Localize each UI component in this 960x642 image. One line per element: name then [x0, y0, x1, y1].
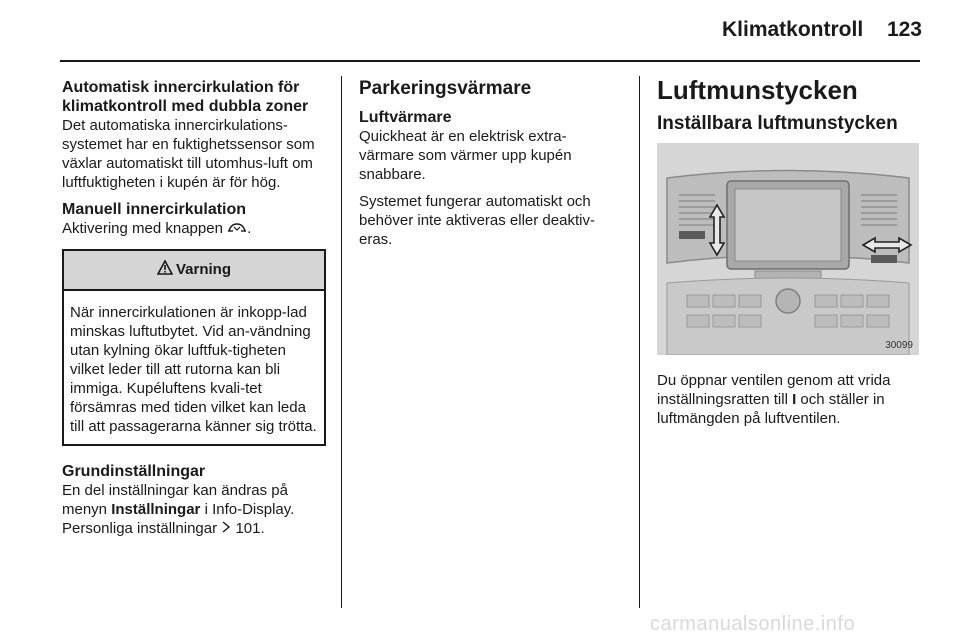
air-heater-para-2: Systemet fungerar automatiskt och behöver inte aktiveras eller deaktiv-eras.: [359, 193, 595, 248]
manual-recirc-body: [62, 219, 324, 239]
warning-title: Varning: [175, 261, 231, 279]
manual-recirc-heading: Manuell innercirkulation: [62, 201, 247, 218]
header-rule: [60, 60, 920, 62]
page-reference: 101.: [235, 519, 265, 537]
page-header-title: Klimatkontroll: [722, 18, 864, 41]
column-middle: [359, 78, 621, 249]
figure-code: 30099: [885, 340, 913, 351]
vents-caption: [657, 371, 923, 428]
air-heater-para-1: Quickheat är en elektrisk extra-värmare som värmer upp kupén snabbare.: [359, 128, 572, 183]
column-divider-left: [341, 76, 342, 608]
manual-recirc-suffix: .: [247, 220, 252, 237]
dashboard-vents-illustration: [657, 143, 919, 355]
warning-header: [64, 251, 324, 291]
basic-settings-text-3: Personliga inställningar: [62, 519, 218, 537]
open-position-symbol: I: [792, 391, 797, 408]
auto-recirc-body: Det automatiska innercirkulations-systemet har en fuktighetssensor som växlar automatiskt till utomhus-luft om luftfuktigheten i kupén är för hög.: [62, 117, 315, 191]
auto-recirc-heading: Automatisk innercirkulation för klimatkontroll med dubbla zoner: [62, 79, 309, 115]
settings-menu-name: Inställningar: [111, 500, 201, 518]
vents-caption-text-2: och ställer in luftmängden på luftventilen.: [657, 391, 885, 427]
air-vents-heading: Luftmunstycken: [657, 75, 858, 105]
parking-heater-heading: Parkeringsvärmare: [359, 78, 532, 99]
recirculation-icon: [227, 220, 247, 239]
basic-settings-text-2: i Info-Display.: [204, 500, 295, 518]
adjustable-vents-subheading: Inställbara luftmunstycken: [657, 113, 898, 134]
basic-settings-body: [62, 481, 324, 539]
warning-body: När innercirkulationen är inkopp-lad minskas luftutbytet. Vid an-vändning utan kylning ökar luftfuk-tigheten vilket leder till att rutorna kan bli immiga. Kupéluftens kvali-tet försämras med tiden vilket kan leda till att passagerarna känner sig trötta.: [70, 303, 317, 435]
watermark: carmanualsonline.info: [650, 613, 856, 635]
warning-triangle-icon: [157, 260, 173, 279]
column-right: [657, 75, 923, 428]
column-divider-right: [639, 76, 640, 608]
page-number: 123: [886, 18, 922, 41]
air-heater-subheading: Luftvärmare: [359, 109, 452, 126]
page-reference-icon: [221, 519, 231, 538]
basic-settings-heading: Grundinställningar: [62, 462, 206, 480]
manual-recirc-prefix: Aktivering med knappen: [62, 220, 223, 237]
basic-settings-text-1: En del inställningar kan ändras på menyn: [62, 481, 288, 518]
warning-box: [62, 249, 326, 446]
column-left: [62, 78, 324, 538]
vents-caption-text-1: Du öppnar ventilen genom att vrida inställningsratten till: [657, 372, 891, 408]
